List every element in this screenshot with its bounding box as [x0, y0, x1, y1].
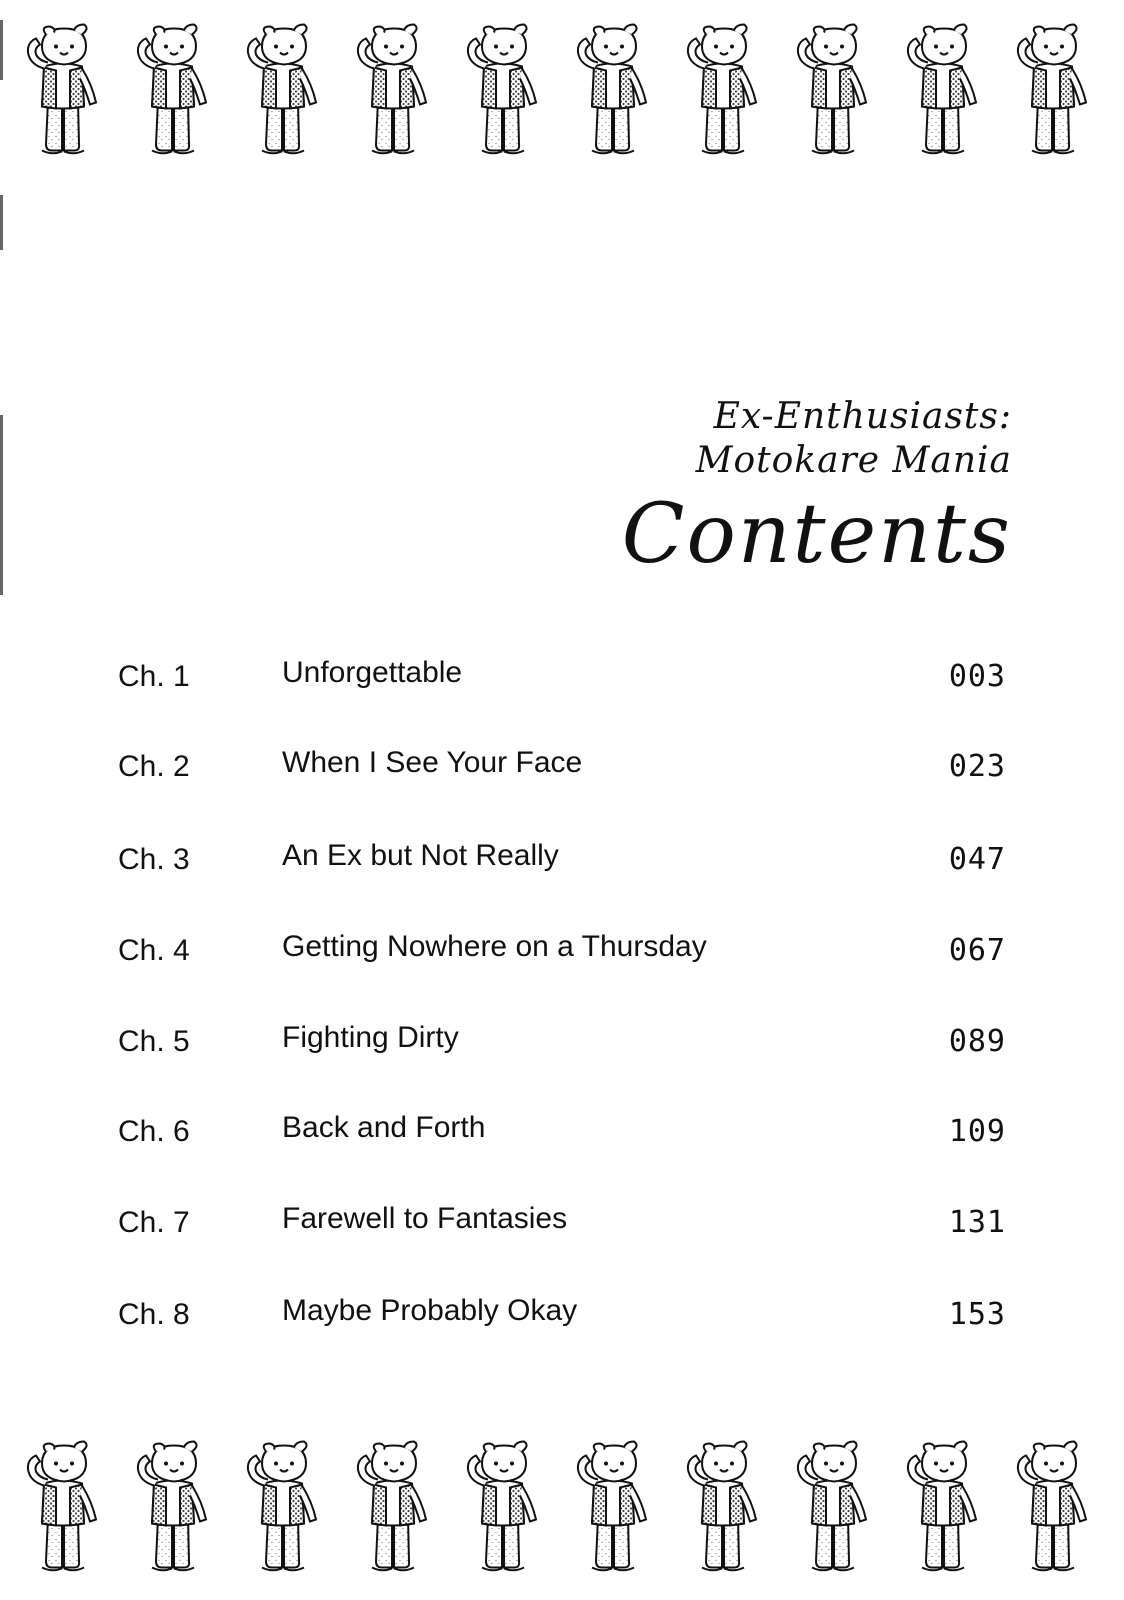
- saluting-dog-mascot-icon: [232, 20, 332, 165]
- toc-page-number: 003: [948, 659, 1006, 694]
- toc-chapter-number: Ch. 7: [118, 1206, 190, 1239]
- toc-chapter-title: Fighting Dirty: [282, 1021, 459, 1054]
- toc-chapter-number: Ch. 1: [118, 660, 190, 693]
- saluting-dog-mascot-icon: [562, 1437, 662, 1582]
- title-block: [622, 395, 1012, 585]
- saluting-dog-mascot-icon: [1002, 1437, 1102, 1582]
- toc-chapter-number: Ch. 6: [118, 1115, 190, 1148]
- toc-chapter-number: Ch. 5: [118, 1025, 190, 1058]
- toc-page-number: 023: [948, 749, 1006, 784]
- scan-edge-mark: [0, 415, 3, 595]
- toc-row: [0, 1198, 1124, 1248]
- saluting-dog-mascot-icon: [782, 20, 882, 165]
- saluting-dog-mascot-icon: [12, 20, 112, 165]
- toc-chapter-title: Getting Nowhere on a Thursday: [282, 930, 707, 963]
- toc-page-number: 153: [948, 1297, 1006, 1332]
- toc-chapter-title: Unforgettable: [282, 656, 463, 689]
- toc-chapter-number: Ch. 3: [118, 843, 190, 876]
- toc-row: [0, 742, 1124, 792]
- toc-chapter-title: Back and Forth: [282, 1111, 486, 1144]
- saluting-dog-mascot-icon: [672, 20, 772, 165]
- saluting-dog-mascot-icon: [782, 1437, 882, 1582]
- saluting-dog-mascot-icon: [452, 20, 552, 165]
- toc-chapter-number: Ch. 4: [118, 934, 190, 967]
- series-title-line-2: Motokare Mania: [695, 440, 1012, 481]
- toc-chapter-title: An Ex but Not Really: [282, 839, 559, 872]
- toc-chapter-title: Maybe Probably Okay: [282, 1294, 578, 1327]
- saluting-dog-mascot-icon: [342, 1437, 442, 1582]
- contents-heading: Contents: [621, 487, 1012, 582]
- saluting-dog-mascot-icon: [452, 1437, 552, 1582]
- toc-row: [0, 1107, 1124, 1157]
- toc-chapter-number: Ch. 8: [118, 1298, 190, 1331]
- saluting-dog-mascot-icon: [122, 20, 222, 165]
- toc-row: [0, 835, 1124, 885]
- series-title-line-1: Ex-Enthusiasts:: [713, 396, 1012, 437]
- toc-chapter-number: Ch. 2: [118, 750, 190, 783]
- toc-row: [0, 926, 1124, 976]
- toc-row: [0, 1017, 1124, 1067]
- toc-page-number: 089: [948, 1024, 1006, 1059]
- toc-page-number: 067: [948, 933, 1006, 968]
- mascot-border-bottom: [0, 1437, 1124, 1582]
- saluting-dog-mascot-icon: [122, 1437, 222, 1582]
- saluting-dog-mascot-icon: [1002, 20, 1102, 165]
- saluting-dog-mascot-icon: [892, 20, 992, 165]
- scan-edge-mark: [0, 195, 3, 250]
- toc-chapter-title: Farewell to Fantasies: [282, 1202, 568, 1235]
- saluting-dog-mascot-icon: [342, 20, 442, 165]
- toc-row: [0, 652, 1124, 702]
- toc-page-number: 047: [948, 842, 1006, 877]
- toc-row: [0, 1290, 1124, 1340]
- mascot-border-top: [0, 20, 1124, 165]
- toc-page-number: 109: [948, 1114, 1006, 1149]
- saluting-dog-mascot-icon: [232, 1437, 332, 1582]
- saluting-dog-mascot-icon: [892, 1437, 992, 1582]
- saluting-dog-mascot-icon: [562, 20, 662, 165]
- saluting-dog-mascot-icon: [12, 1437, 112, 1582]
- toc-chapter-title: When I See Your Face: [282, 746, 583, 779]
- toc-page-number: 131: [948, 1205, 1006, 1240]
- saluting-dog-mascot-icon: [672, 1437, 772, 1582]
